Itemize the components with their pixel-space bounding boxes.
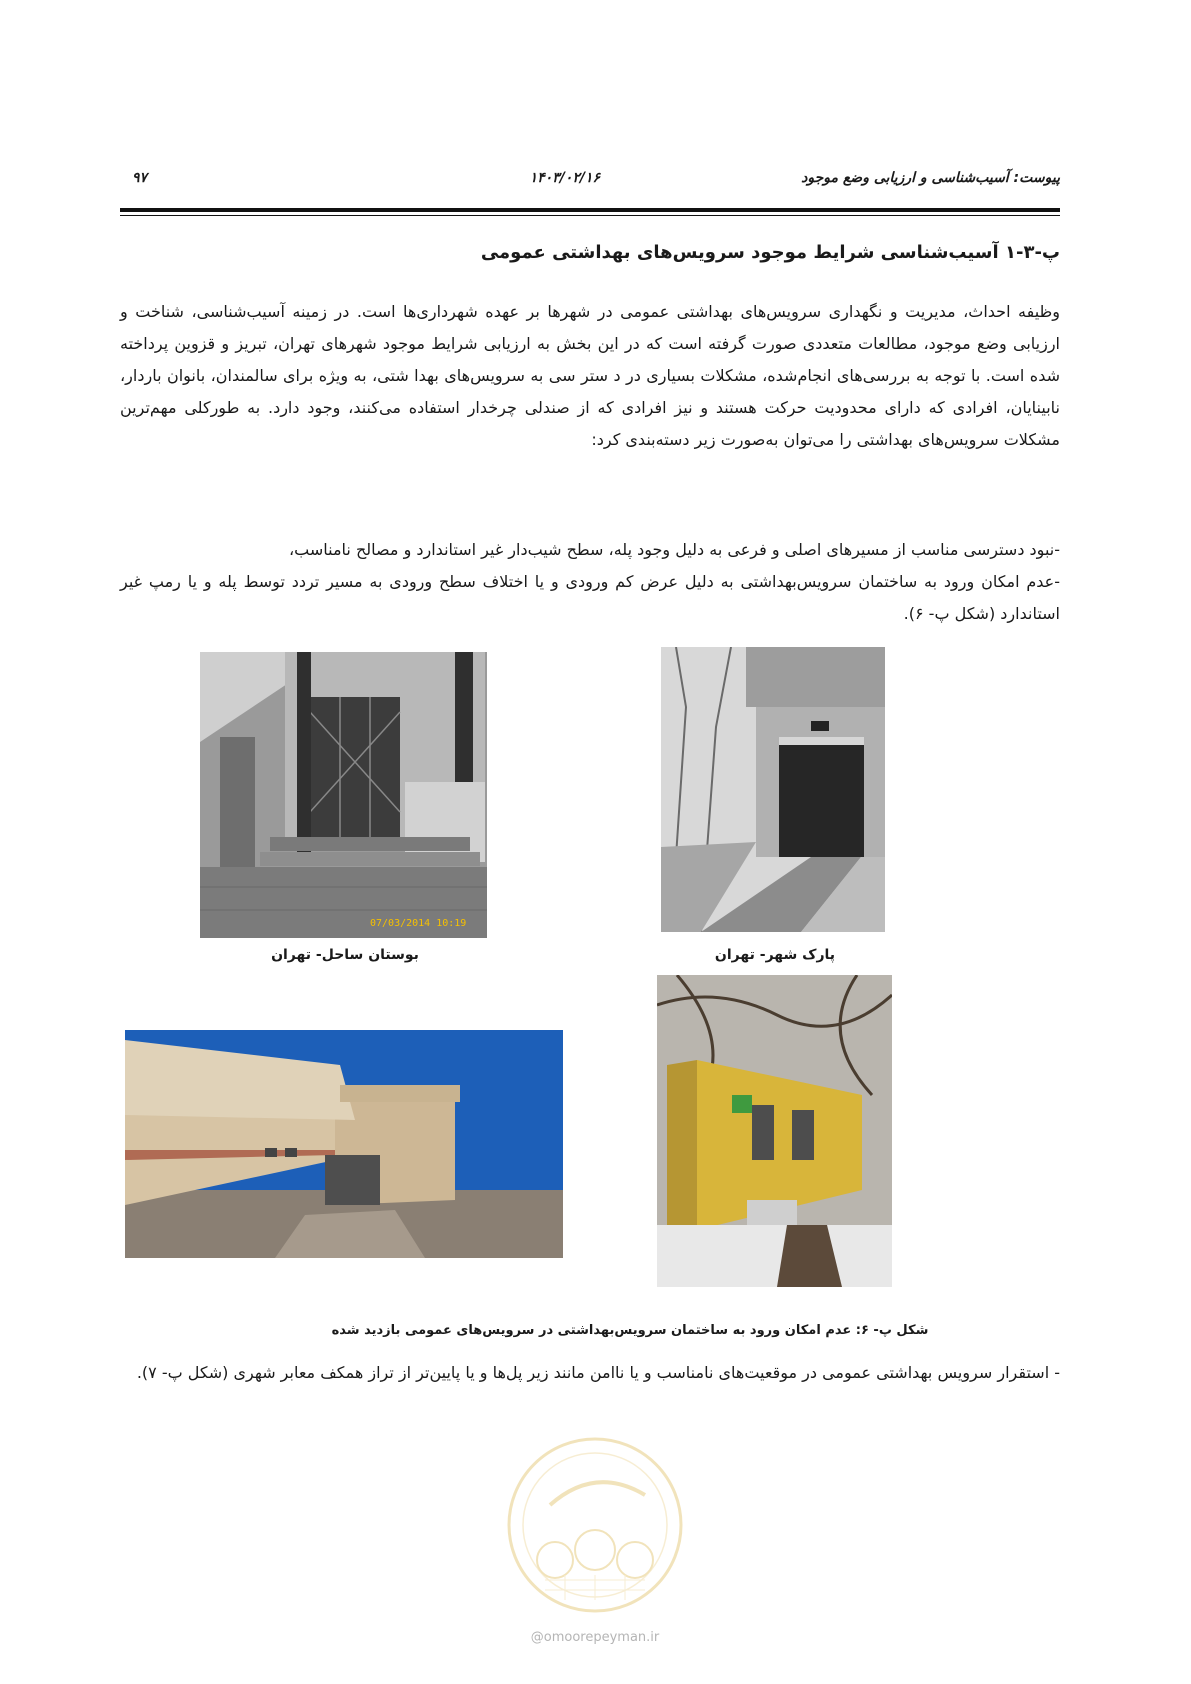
photo-modern-toilet-building: [125, 1030, 563, 1258]
bullet-item-1: -نبود دسترسی مناسب از مسیرهای اصلی و فرعی به دلیل وجود پله، سطح شیب‌دار غیر استاندارد و مصالح نامناسب،: [288, 540, 1060, 559]
watermark-logo: [505, 1435, 685, 1615]
closing-bullet: - استقرار سرویس بهداشتی عمومی در موقعیت‌های نامناسب و یا ناامن مانند زیر پل‌ها و یا پایین‌تر از تراز همکف معابر شهری (شکل پ- ۷).: [136, 1363, 1060, 1382]
photo-bustan-sahel: [200, 652, 487, 938]
header-rule-thick: [120, 208, 1060, 212]
figure-caption: شکل پ- ۶: عدم امکان ورود به ساختمان سرویس‌بهداشتی در سرویس‌های عمومی بازدید شده: [331, 1323, 929, 1338]
photo-timestamp: 07/03/2014 10:19: [370, 918, 467, 929]
watermark-url: @omoorepeyman.ir: [530, 1630, 660, 1645]
header-title: پیوست: آسیب‌شناسی و ارزیابی وضع موجود: [801, 170, 1060, 186]
header-rule-thin: [120, 215, 1060, 216]
header-date: ۱۴۰۳/۰۲/۱۶: [529, 170, 600, 186]
page-header: [120, 170, 1060, 194]
photo-park-shahr: [661, 647, 885, 932]
bullet-item-2: -عدم امکان ورود به ساختمان سرویس‌بهداشتی به دلیل عرض کم ورودی و یا اختلاف سطح ورودی به مسیر تردد توسط پله و یا رمپ غیر استاندارد (شکل پ- ۶).: [120, 572, 1060, 623]
page-number: ۹۷: [132, 170, 148, 186]
caption-park-shahr: پارک شهر- تهران: [714, 947, 836, 963]
caption-bustan-sahel: بوستان ساحل- تهران: [271, 947, 419, 963]
section-title: پ-۳-۱ آسیب‌شناسی شرایط موجود سرویس‌های بهداشتی عمومی: [480, 242, 1060, 263]
body-paragraph: وظیفه احداث، مدیریت و نگهداری سرویس‌های بهداشتی عمومی در شهرها بر عهده شهرداری‌ها است. در زمینه آسیب‌شناسی، شناخت و ارزیابی وضع موجود، مطالعات متعددی صورت گرفته است که در این بخش به ارزیابی شرایط موجود شهرهای تهران، تبریز و قزوین پرداخته شده است. با توجه به بررسی‌های انجام‌شده، مشکلات بسیاری در د ستر سی به سرویس‌های بهدا شتی، به ویژه برای سالمندان، بانوان باردار، نابینایان، افرادی که دارای محدودیت حرکت هستند و نیز افرادی که از صندلی چرخدار استفاده می‌کنند، وجود دارد. به طورکلی مهم‌ترین مشکلات سرویس‌های بهداشتی را می‌توان به‌صورت زیر دسته‌بندی کرد:: [120, 302, 1060, 449]
photo-container-toilet: [657, 975, 892, 1287]
